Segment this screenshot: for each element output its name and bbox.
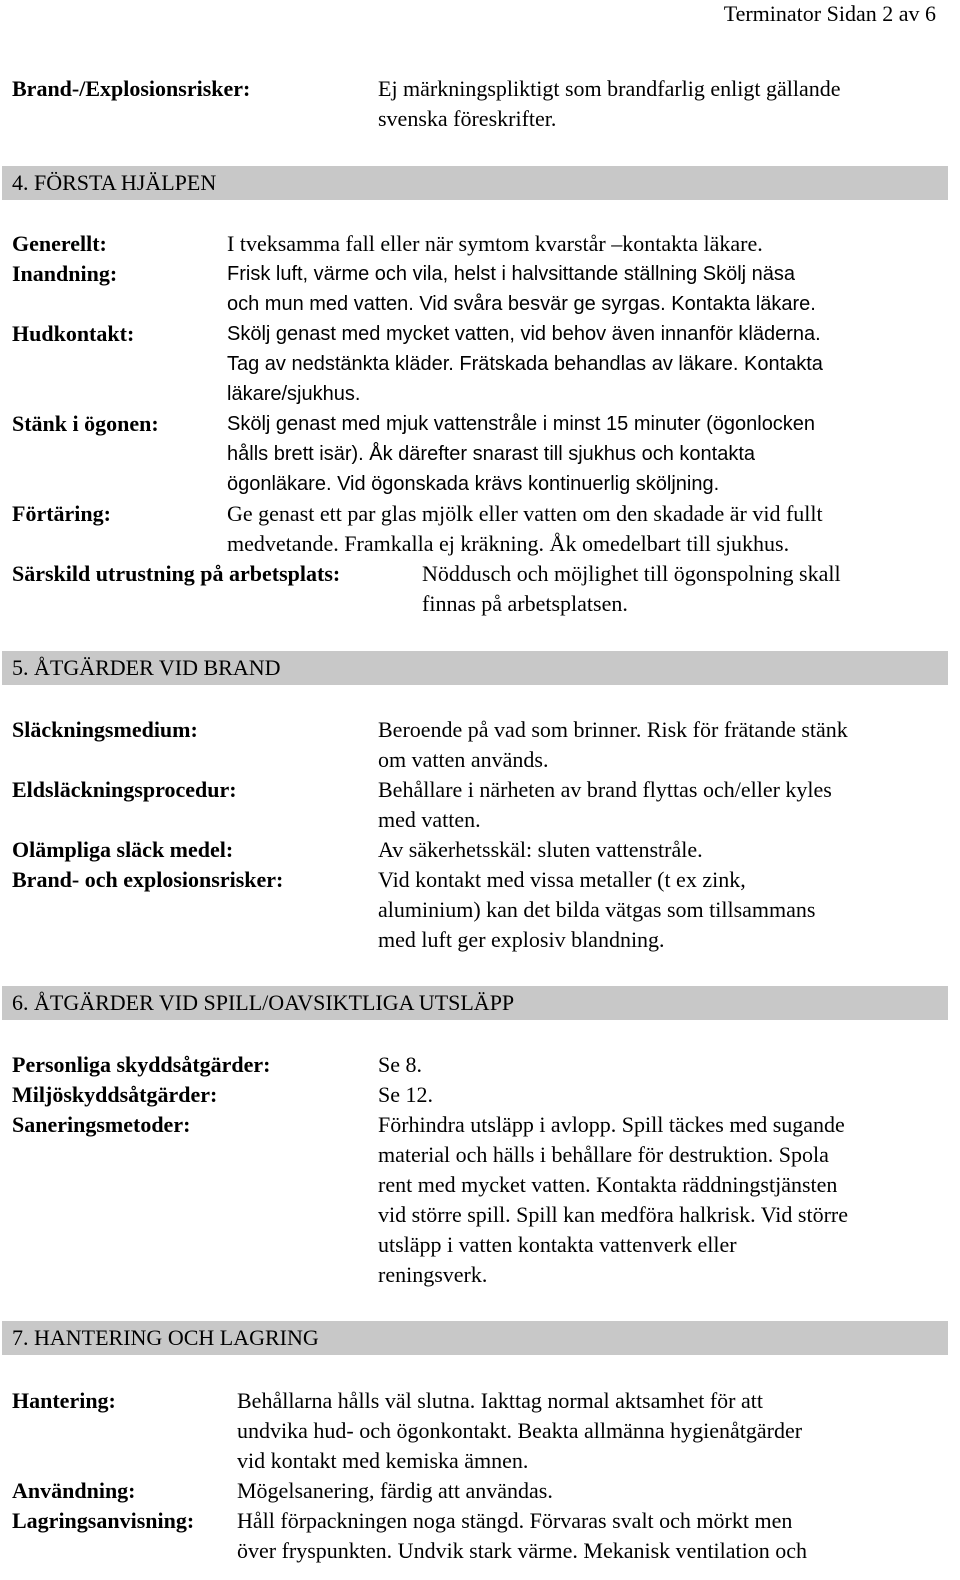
first-aid-text-skin (227, 319, 823, 409)
fire-label-procedure: Eldsläckningsprocedur: (12, 777, 237, 802)
text-line: medvetande. Framkalla ej kräkning. Åk omedelbart till sjukhus. (227, 531, 790, 556)
storage-text (237, 1506, 807, 1566)
section-4-heading: 4. FÖRSTA HJÄLPEN (2, 166, 948, 200)
text-line: Tag av nedstänkta kläder. Frätskada behandlas av läkare. Kontakta (227, 353, 823, 375)
first-aid-text-inhalation (227, 259, 816, 319)
fire-text-procedure (378, 775, 832, 835)
text-line: vid kontakt med kemiska ämnen. (237, 1448, 529, 1473)
spill-label-cleanup: Saneringsmetoder: (12, 1112, 191, 1137)
text-line: Se 8. (378, 1052, 422, 1077)
text-line: Vid kontakt med vissa metaller (t ex zink, (378, 867, 746, 892)
first-aid-label-general: Generellt: (12, 231, 107, 256)
fire-label-medium: Släckningsmedium: (12, 717, 198, 742)
handling-label: Hantering: (12, 1388, 116, 1413)
fire-text-medium (378, 715, 848, 775)
fire-label-risks: Brand- och explosionsrisker: (12, 867, 284, 892)
fire-text-unsuitable (378, 835, 703, 865)
text-line: Håll förpackningen noga stängd. Förvaras svalt och mörkt men (237, 1508, 793, 1533)
section-7-heading: 7. HANTERING OCH LAGRING (2, 1321, 948, 1355)
text-line: Mögelsanering, färdig att användas. (237, 1478, 553, 1503)
text-line: Ej märkningspliktigt som brandfarlig enligt gällande (378, 76, 841, 101)
first-aid-label-ingestion: Förtäring: (12, 501, 111, 526)
text-line: Behållarna hålls väl slutna. Iakttag normal aktsamhet för att (237, 1388, 763, 1413)
text-line: över fryspunkten. Undvik stark värme. Mekanisk ventilation och (237, 1538, 808, 1563)
text-line: svenska föreskrifter. (378, 106, 557, 131)
special-equipment-label: Särskild utrustning på arbetsplats: (12, 561, 341, 586)
text-line: ögonläkare. Vid ögonskada krävs kontinuerlig sköljning. (227, 473, 720, 495)
text-line: rent med mycket vatten. Kontakta räddningstjänsten (378, 1172, 838, 1197)
spill-text-cleanup (378, 1110, 848, 1290)
first-aid-text-ingestion (227, 499, 823, 559)
spill-text-personal (378, 1050, 422, 1080)
fire-text-risks (378, 865, 816, 955)
text-line: Frisk luft, värme och vila, helst i halvsittande ställning Skölj näsa (227, 263, 796, 285)
text-line: läkare/sjukhus. (227, 383, 361, 405)
handling-text (237, 1386, 802, 1476)
fire-risk-text (378, 74, 841, 134)
text-line: finnas på arbetsplatsen. (422, 591, 628, 616)
text-line: Ge genast ett par glas mjölk eller vatten om den skadade är vid fullt (227, 501, 823, 526)
first-aid-text-general (227, 229, 763, 259)
fire-label-unsuitable: Olämpliga släck medel: (12, 837, 234, 862)
text-line: Skölj genast med mycket vatten, vid behov även innanför kläderna. (227, 323, 821, 345)
text-line: Se 12. (378, 1082, 433, 1107)
section-5-heading: 5. ÅTGÄRDER VID BRAND (2, 651, 948, 685)
text-line: Beroende på vad som brinner. Risk för frätande stänk (378, 717, 848, 742)
page-header: Terminator Sidan 2 av 6 (723, 1, 936, 26)
text-line: undvika hud- och ögonkontakt. Beakta allmänna hygienåtgärder (237, 1418, 803, 1443)
text-line: och mun med vatten. Vid svåra besvär ge syrgas. Kontakta läkare. (227, 293, 816, 315)
text-line: om vatten används. (378, 747, 549, 772)
first-aid-text-eyes (227, 409, 815, 499)
fire-risk-label: Brand-/Explosionsrisker: (12, 76, 251, 101)
text-line: utsläpp i vatten kontakta vattenverk eller (378, 1232, 737, 1257)
text-line: Skölj genast med mjuk vattenstråle i minst 15 minuter (ögonlocken (227, 413, 816, 435)
text-line: Behållare i närheten av brand flyttas och/eller kyles (378, 777, 832, 802)
text-line: Förhindra utsläpp i avlopp. Spill täckes med sugande (378, 1112, 845, 1137)
first-aid-label-skin: Hudkontakt: (12, 321, 135, 346)
text-line: aluminium) kan det bilda vätgas som tillsammans (378, 897, 816, 922)
text-line: vid större spill. Spill kan medföra halkrisk. Vid större (378, 1202, 848, 1227)
spill-label-personal: Personliga skyddsåtgärder: (12, 1052, 271, 1077)
usage-label: Användning: (12, 1478, 136, 1503)
text-line: material och hälls i behållare för destruktion. Spola (378, 1142, 829, 1167)
text-line: Nöddusch och möjlighet till ögonspolning skall (422, 561, 841, 586)
spill-label-environment: Miljöskyddsåtgärder: (12, 1082, 218, 1107)
text-line: hålls brett isär). Åk därefter snarast till sjukhus och kontakta (227, 443, 756, 465)
first-aid-label-inhalation: Inandning: (12, 261, 118, 286)
text-line: med vatten. (378, 807, 481, 832)
spill-text-environment (378, 1080, 433, 1110)
storage-label: Lagringsanvisning: (12, 1508, 195, 1533)
first-aid-label-eyes: Stänk i ögonen: (12, 411, 159, 436)
section-6-heading: 6. ÅTGÄRDER VID SPILL/OAVSIKTLIGA UTSLÄPP (2, 986, 948, 1020)
usage-text (237, 1476, 553, 1506)
text-line: Av säkerhetsskäl: sluten vattenstråle. (378, 837, 703, 862)
special-equipment-text (422, 559, 841, 619)
text-line: med luft ger explosiv blandning. (378, 927, 665, 952)
text-line: reningsverk. (378, 1262, 488, 1287)
text-line: I tveksamma fall eller när symtom kvarstår –kontakta läkare. (227, 231, 763, 256)
